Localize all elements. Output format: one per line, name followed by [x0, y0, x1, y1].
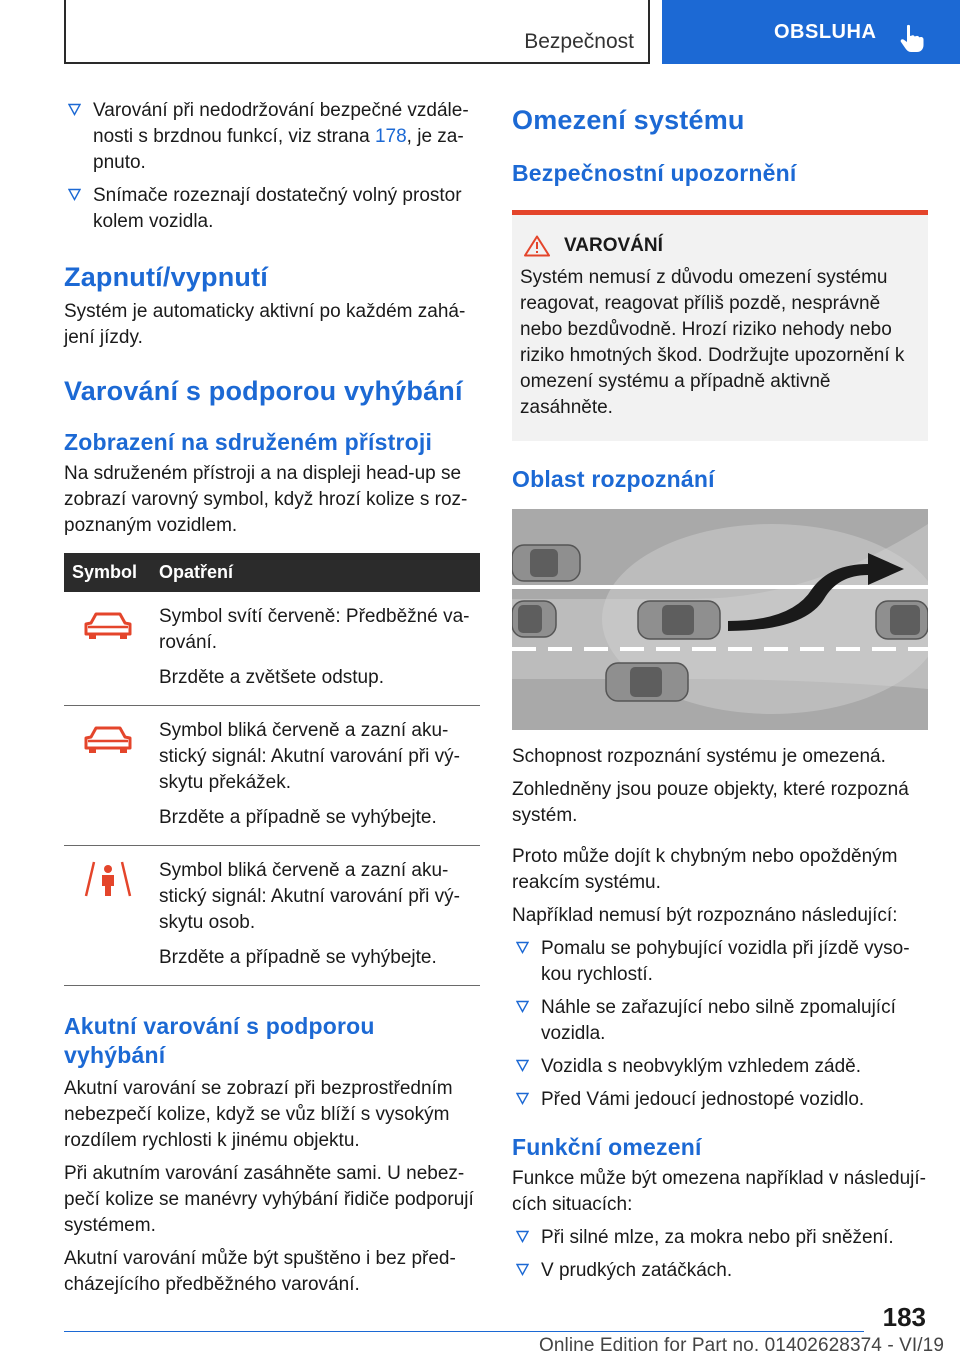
car-icon — [606, 663, 688, 701]
heading-bezpecnostni: Bezpečnostní upozornění — [512, 160, 797, 186]
bullet-triangle-icon — [512, 1054, 541, 1080]
heading-zobrazeni: Zobrazení na sdruženém přístroji — [64, 429, 433, 455]
warning-box — [512, 210, 928, 441]
car-warning-icon — [84, 610, 132, 640]
bullet-triangle-icon — [512, 1258, 541, 1284]
chapter-tab[interactable] — [662, 0, 960, 64]
bullet-triangle-icon — [512, 1225, 541, 1251]
list-item — [512, 1225, 928, 1251]
heading-oblast: Oblast rozpoznání — [512, 466, 715, 492]
description-cell — [151, 846, 480, 986]
page-number: 183 — [882, 1302, 926, 1332]
car-warning-icon — [84, 724, 132, 754]
list-item — [64, 98, 480, 176]
warning-header — [520, 235, 920, 257]
car-icon — [876, 601, 928, 639]
list-item-text: V prudkých zatáčkách. — [541, 1260, 733, 1281]
symbol-table — [64, 553, 480, 986]
detection-area-illustration — [512, 509, 928, 730]
list-item — [512, 936, 928, 988]
car-icon — [512, 545, 580, 581]
left-column — [64, 98, 480, 1305]
description-text: Symbol bliká červeně a zazní akustický signál: Akutní varování při výskytu osob. — [159, 860, 460, 933]
symbol-cell — [64, 846, 151, 986]
page-link[interactable]: 178 — [374, 126, 407, 147]
header-section-box — [64, 0, 650, 64]
car-icon — [512, 601, 556, 637]
heading-omezeni: Omezení systému — [512, 105, 745, 135]
heading-zapnuti: Zapnutí/vypnutí — [64, 262, 268, 292]
heading-akutni: Akutní varování s podporou vyhýbání — [64, 1013, 375, 1068]
list-item — [512, 1087, 928, 1113]
heading-varovani: Varování s podporou vyhýbání — [64, 376, 463, 406]
paragraph: Zohledněny jsou pouze objekty, které rozpozná systém. — [512, 779, 909, 826]
paragraph: Proto může dojít k chybným nebo opožděným reakcím systému. — [512, 846, 898, 893]
paragraph: Akutní varování může být spuštěno i bez předcházejícího předběžného varování. — [64, 1248, 456, 1295]
footer-divider — [64, 1331, 864, 1332]
description-text: Brzděte a případně se vyhýbejte. — [159, 947, 437, 968]
description-cell — [151, 706, 480, 846]
warning-text: Systém nemusí z důvodu omezení systému reagovat, reagovat příliš pozdě, nesprávně nebo bezdůvodně. Hrozí riziko nehody nebo riziko hmotných škod. Dodržujte upozornění k omezení systému a případně aktivně zasáhněte. — [520, 267, 905, 418]
heading-funkcni: Funkční omezení — [512, 1134, 702, 1160]
paragraph: Schopnost rozpoznání systému je omezená. — [512, 746, 886, 767]
list-item-text: Před Vámi jedoucí jednostopé vozidlo. — [541, 1089, 865, 1110]
description-cell — [151, 592, 480, 706]
bullet-triangle-icon — [512, 936, 541, 988]
column-header-symbol: Symbol — [64, 553, 151, 592]
list-item-text: Vozidla s neobvyklým vzhledem zádě. — [541, 1056, 861, 1077]
bullet-triangle-icon — [512, 995, 541, 1047]
paragraph: Například nemusí být rozpoznáno následující: — [512, 905, 898, 926]
warning-triangle-icon — [524, 235, 550, 257]
table-row — [64, 846, 480, 986]
warning-title: VAROVÁNÍ — [564, 235, 663, 256]
list-item-text: Náhle se zařazující nebo silně zpomalující vozidla. — [541, 997, 896, 1044]
pointing-hand-icon — [898, 24, 926, 54]
paragraph: Funkce může být omezena například v následujících situacích: — [512, 1168, 926, 1215]
paragraph: Systém je automaticky aktivní po každém zahájení jízdy. — [64, 301, 466, 348]
table-row — [64, 592, 480, 706]
chapter-tab-label: OBSLUHA — [774, 20, 877, 43]
description-text: Symbol svítí červeně: Předběžné varování. — [159, 606, 470, 653]
list-item — [512, 995, 928, 1047]
list-item-text-part: , je zapnuto. — [93, 126, 464, 173]
right-column — [512, 98, 928, 1291]
list-item-text — [93, 98, 480, 176]
list-item-text: Snímače rozeznají dostatečný volný prostor kolem vozidla. — [93, 185, 462, 232]
table-row — [64, 706, 480, 846]
paragraph: Na sdruženém přístroji a na displeji head-up se zobrazí varovný symbol, když hrozí kolize s rozpoznaným vozidlem. — [64, 463, 468, 536]
list-item-text: Při silné mlze, za mokra nebo při sněžení. — [541, 1227, 894, 1248]
description-text: Brzděte a zvětšete odstup. — [159, 667, 384, 688]
bullet-triangle-icon — [512, 1087, 541, 1113]
paragraph: Akutní varování se zobrazí při bezprostředním nebezpečí kolize, když se vůz blíží s vysokým rozdílem rychlosti k jinému objektu. — [64, 1078, 453, 1151]
list-item — [512, 1054, 928, 1080]
paragraph: Při akutním varování zasáhněte sami. U nebezpečí kolize se manévry vyhýbání řidiče podporují systémem. — [64, 1163, 474, 1236]
symbol-cell — [64, 706, 151, 846]
list-item-text: Pomalu se pohybující vozidla při jízdě vysokou rychlostí. — [541, 938, 910, 985]
pedestrian-warning-icon — [84, 860, 132, 900]
list-item — [64, 183, 480, 235]
list-item-text-part: Varování při nedodržování bezpečné vzdálenosti s brzdnou funkcí, viz strana — [93, 100, 469, 147]
footer-edition: Online Edition for Part no. 01402628374 - VI/19 — [538, 1335, 944, 1356]
table-header-row — [64, 553, 480, 592]
description-text: Symbol bliká červeně a zazní akustický signál: Akutní varování při výskytu překážek. — [159, 720, 460, 793]
bullet-triangle-icon — [64, 98, 93, 176]
bullet-triangle-icon — [64, 183, 93, 235]
column-header-opatreni: Opatření — [151, 553, 480, 592]
symbol-cell — [64, 592, 151, 706]
description-text: Brzděte a případně se vyhýbejte. — [159, 807, 437, 828]
list-item — [512, 1258, 928, 1284]
section-title: Bezpečnost — [524, 30, 634, 53]
car-icon — [638, 601, 720, 639]
